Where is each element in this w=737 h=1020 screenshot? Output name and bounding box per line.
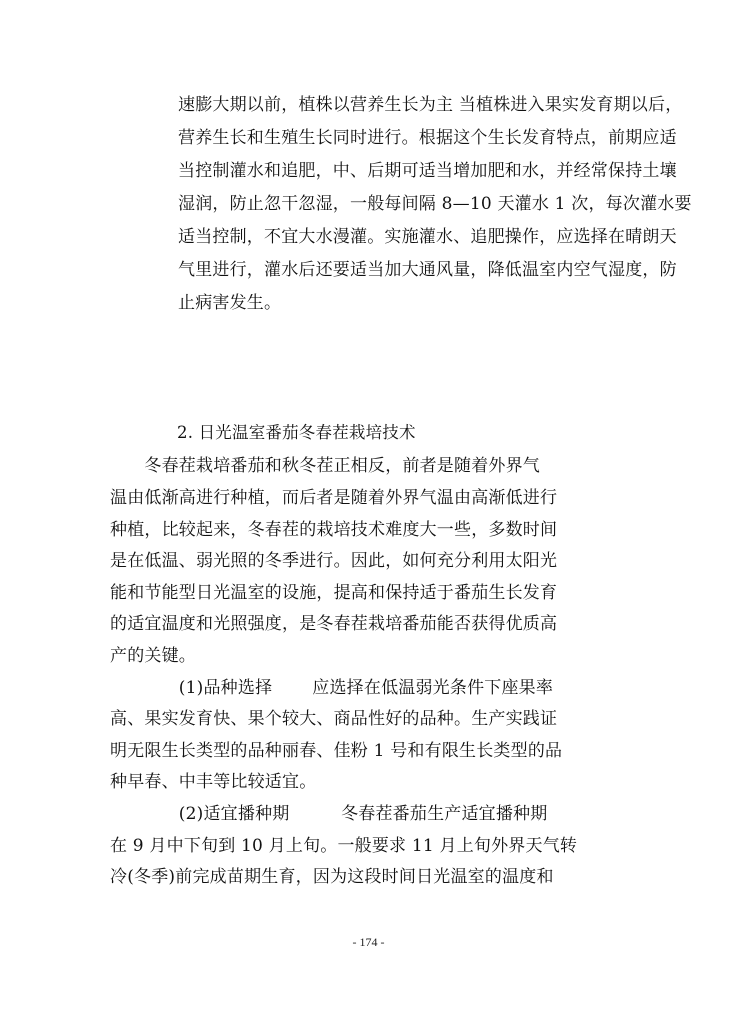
text-line: 明无限生长类型的品种丽春、佳粉 1 号和有限生长类型的品 xyxy=(110,741,563,761)
text-line: (2)适宜播种期 冬春茬番茄生产适宜播种期 xyxy=(110,804,548,824)
text-line: 湿润，防止忽干忽湿，一般每间隔 8—10 天灌水 1 次，每次灌水要 xyxy=(178,194,692,214)
text-line: 冬春茬栽培番茄和秋冬茬正相反，前者是随着外界气 xyxy=(110,456,540,476)
section-heading: 2. 日光温室番茄冬春茬栽培技术 xyxy=(177,423,416,442)
page-number: - 174 - xyxy=(352,935,385,949)
text-line: 的适宜温度和光照强度，是冬春茬栽培番茄能否获得优质高 xyxy=(110,614,558,634)
text-line: 在 9 月中下旬到 10 月上旬。一般要求 11 月上旬外界天气转 xyxy=(110,836,578,856)
text-line: 能和节能型日光温室的设施，提高和保持适于番茄生长发育 xyxy=(110,583,558,603)
text-line: 产的关键。 xyxy=(110,646,196,666)
text-line: 速膨大期以前，植株以营养生长为主 当植株进入果实发育期以后， xyxy=(178,95,683,115)
text-line: 气里进行，灌水后还要适当加大通风量，降低温室内空气湿度，防 xyxy=(178,260,677,280)
text-line: 营养生长和生殖生长同时进行。根据这个生长发育特点，前期应适 xyxy=(178,128,677,148)
text-line: 种植，比较起来，冬春茬的栽培技术难度大一些，多数时间 xyxy=(110,520,558,540)
text-line: 适当控制，不宜大水漫灌。实施灌水、追肥操作，应选择在晴朗天 xyxy=(178,227,677,247)
text-line: 当控制灌水和追肥，中、后期可适当增加肥和水，并经常保持土壤 xyxy=(178,161,677,181)
text-line: 是在低温、弱光照的冬季进行。因此，如何充分利用太阳光 xyxy=(110,551,558,571)
text-line: 种早春、中丰等比较适宜。 xyxy=(110,772,317,792)
text-line: 冷(冬季)前完成苗期生育，因为这段时间日光温室的温度和 xyxy=(110,867,554,887)
text-line: 高、果实发育快、果个较大、商品性好的品种。生产实践证 xyxy=(110,709,558,729)
text-line: 止病害发生。 xyxy=(178,293,282,313)
text-line: (1)品种选择 应选择在低温弱光条件下座果率 xyxy=(110,678,554,698)
text-line: 温由低渐高进行种植，而后者是随着外界气温由高渐低进行 xyxy=(110,488,558,508)
